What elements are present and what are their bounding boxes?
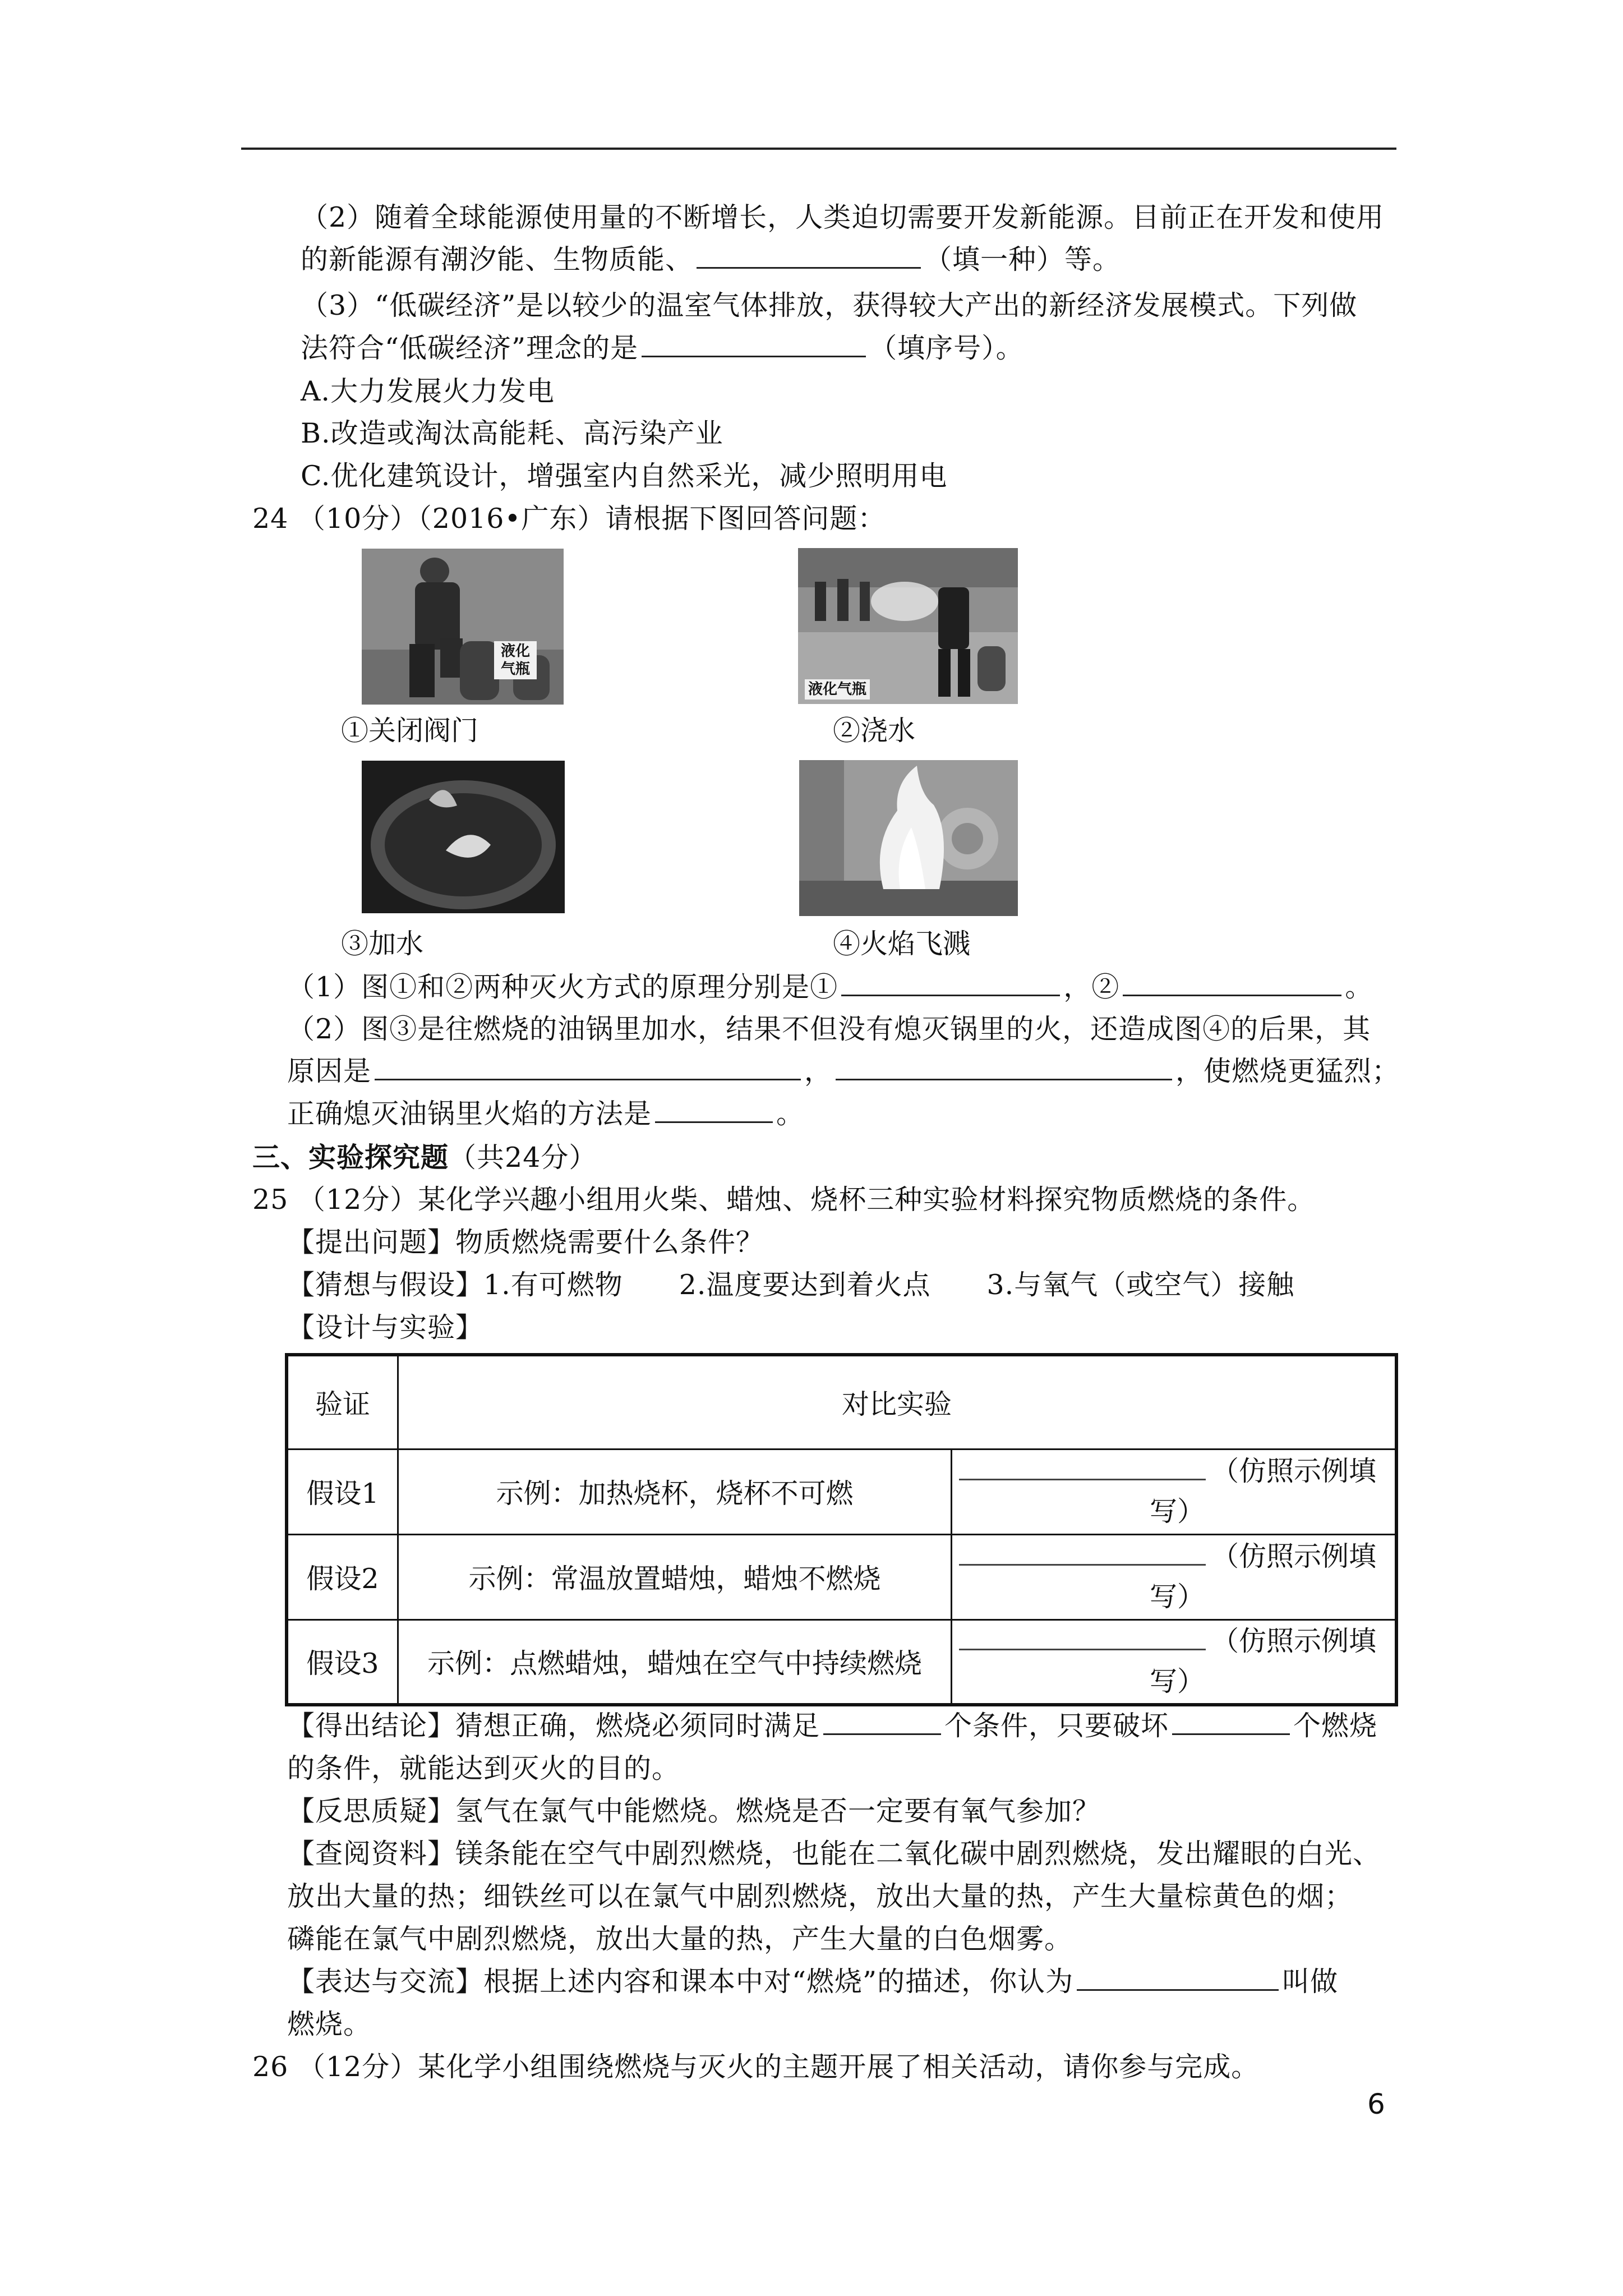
lpg-cylinder-label: 液化气瓶 bbox=[494, 641, 537, 679]
q25-expression-line2: 燃烧。 bbox=[287, 2008, 372, 2040]
row-answer-cell[interactable]: （仿照示例填 写） bbox=[952, 1534, 1397, 1619]
header-verify: 验证 bbox=[287, 1355, 398, 1449]
figure-close-valve bbox=[362, 549, 564, 705]
row-answer-cell[interactable]: （仿照示例填 写） bbox=[952, 1619, 1397, 1705]
table-row bbox=[287, 1619, 1396, 1705]
q24-heading: 24 （10分）（2016•广东）请根据下图回答问题： bbox=[252, 503, 886, 535]
lpg-cylinder-label: 液化气瓶 bbox=[805, 679, 870, 700]
table-header-row bbox=[287, 1355, 1396, 1449]
option-c: C.优化建筑设计，增强室内自然采光，减少照明用电 bbox=[301, 460, 948, 492]
figure-pour-water bbox=[798, 548, 1018, 704]
option-a: A.大力发展火力发电 bbox=[301, 375, 555, 407]
answer-blank[interactable] bbox=[1077, 1964, 1279, 1991]
table-row bbox=[287, 1449, 1396, 1534]
q23-part3-line1: （3）“低碳经济”是以较少的温室气体排放，获得较大产出的新经济发展模式。下列做 bbox=[301, 289, 1358, 321]
figure-add-water bbox=[362, 761, 565, 913]
q25-reference-line3: 磷能在氯气中剧烈燃烧，放出大量的热，产生大量的白色烟雾。 bbox=[287, 1923, 1073, 1955]
header-comparison: 对比实验 bbox=[398, 1355, 1397, 1449]
answer-blank[interactable] bbox=[1172, 1709, 1290, 1735]
row-example: 示例：点燃蜡烛，蜡烛在空气中持续燃烧 bbox=[398, 1619, 952, 1705]
option-b: B.改造或淘汰高能耗、高污染产业 bbox=[301, 417, 723, 449]
row-example: 示例：加热烧杯，烧杯不可燃 bbox=[398, 1449, 952, 1534]
caption-3: ③加水 bbox=[341, 928, 424, 960]
figure-flame-splash bbox=[799, 760, 1018, 916]
answer-blank[interactable] bbox=[959, 1542, 1206, 1566]
answer-blank[interactable] bbox=[959, 1626, 1206, 1650]
q24-part2-line1: （2）图③是往燃烧的油锅里加水，结果不但没有熄灭锅里的火，还造成图④的后果，其 bbox=[287, 1013, 1371, 1045]
row-example: 示例：常温放置蜡烛，蜡烛不燃烧 bbox=[398, 1534, 952, 1619]
caption-1: ①关闭阀门 bbox=[341, 715, 479, 747]
q25-expression-line1: 【表达与交流】根据上述内容和课本中对“燃烧”的描述，你认为 叫做 bbox=[287, 1966, 1339, 1998]
firefighter-valve-illustration bbox=[362, 549, 564, 705]
q23-part2-line2: 的新能源有潮汐能、生物质能、 （填一种）等。 bbox=[301, 243, 1121, 275]
q25-question: 【提出问题】物质燃烧需要什么条件？ bbox=[287, 1226, 764, 1258]
page-number: 6 bbox=[1367, 2088, 1385, 2120]
caption-2: ②浇水 bbox=[833, 715, 916, 747]
q23-part2-line1: （2）随着全球能源使用量的不断增长，人类迫切需要开发新能源。目前正在开发和使用 bbox=[301, 201, 1385, 233]
answer-blank[interactable] bbox=[642, 331, 866, 357]
q23-part3-line2: 法符合“低碳经济”理念的是 （填序号）。 bbox=[301, 332, 1024, 364]
wok-fire-illustration bbox=[362, 761, 565, 913]
answer-blank[interactable] bbox=[823, 1709, 941, 1735]
flame-splash-illustration bbox=[799, 760, 1018, 916]
answer-blank[interactable] bbox=[655, 1097, 773, 1123]
q25-conclusion-line2: 的条件，就能达到灭火的目的。 bbox=[287, 1752, 680, 1784]
q25-reflection: 【反思质疑】氢气在氯气中能燃烧。燃烧是否一定要有氧气参加？ bbox=[287, 1795, 1101, 1827]
caption-4: ④火焰飞溅 bbox=[833, 928, 971, 960]
answer-blank[interactable] bbox=[1123, 970, 1341, 996]
q25-hypothesis: 【猜想与假设】1.有可燃物 2.温度要达到着火点 3.与氧气（或空气）接触 bbox=[287, 1269, 1295, 1301]
answer-blank[interactable] bbox=[959, 1456, 1206, 1480]
q25-conclusion-line1: 【得出结论】猜想正确，燃烧必须同时满足 个条件，只要破坏 个燃烧 bbox=[287, 1710, 1378, 1742]
q24-part1: （1）图①和②两种灭火方式的原理分别是① ，② 。 bbox=[287, 971, 1373, 1003]
q25-reference-line2: 放出大量的热；细铁丝可以在氯气中剧烈燃烧，放出大量的热，产生大量棕黄色的烟； bbox=[287, 1880, 1353, 1912]
q25-heading: 25 （12分）某化学兴趣小组用火柴、蜡烛、烧杯三种实验材料探究物质燃烧的条件。 bbox=[252, 1184, 1316, 1216]
q24-part2-line2: 原因是 ， ，使燃烧更猛烈； bbox=[287, 1055, 1400, 1087]
row-label: 假设2 bbox=[287, 1534, 398, 1619]
experiment-table bbox=[285, 1353, 1398, 1706]
q24-part2-line3: 正确熄灭油锅里火焰的方法是 。 bbox=[287, 1098, 805, 1130]
answer-blank[interactable] bbox=[375, 1054, 801, 1080]
answer-blank[interactable] bbox=[841, 970, 1060, 996]
section-3-heading: 三、实验探究题（共24分） bbox=[252, 1141, 597, 1174]
q25-design: 【设计与实验】 bbox=[287, 1312, 484, 1343]
q25-reference-line1: 【查阅资料】镁条能在空气中剧烈燃烧，也能在二氧化碳中剧烈燃烧，发出耀眼的白光、 bbox=[287, 1838, 1381, 1870]
row-label: 假设3 bbox=[287, 1619, 398, 1705]
q26-heading: 26 （12分）某化学小组围绕燃烧与灭火的主题开展了相关活动，请你参与完成。 bbox=[252, 2051, 1260, 2083]
table-row bbox=[287, 1534, 1396, 1619]
answer-blank[interactable] bbox=[697, 242, 921, 269]
row-label: 假设1 bbox=[287, 1449, 398, 1534]
header-rule bbox=[241, 148, 1396, 150]
row-answer-cell[interactable]: （仿照示例填 写） bbox=[952, 1449, 1397, 1534]
answer-blank[interactable] bbox=[836, 1054, 1172, 1080]
